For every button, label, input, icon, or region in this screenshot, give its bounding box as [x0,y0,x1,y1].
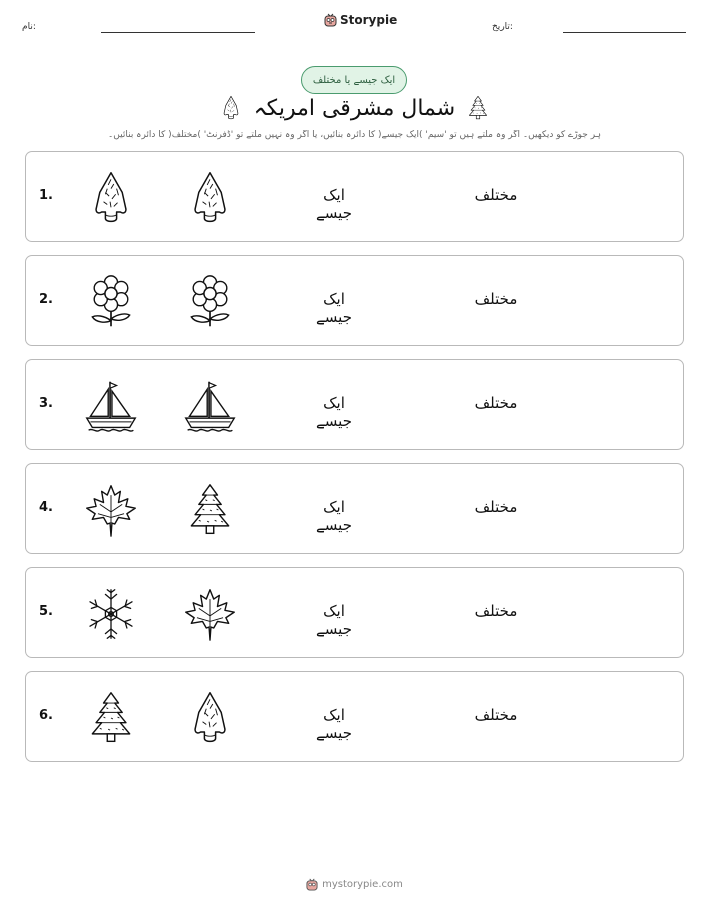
sailboat-icon [83,378,139,434]
storypie-mascot-icon [306,878,318,891]
same-option[interactable]: ایک جیسے [316,706,352,742]
worksheet-header [0,0,709,50]
brand-name: Storypie [340,13,398,27]
date-field[interactable] [563,32,686,33]
question-number: 2. [39,292,53,307]
maple-leaf-icon [182,586,238,642]
instructions: ہر جوڑے کو دیکھیں۔ اگر وہ ملتے ہیں تو 'سیم' )ایک جیسے( کا دائرہ بنائیں، یا اگر وہ نہیں ملتے تو 'ڈفرنٹ' )مختلف( کا دائرہ بنائیں۔ [108,130,601,140]
arrowhead-icon [83,170,139,226]
different-option[interactable]: مختلف [474,186,518,204]
name-label: نام: [22,22,36,32]
different-option[interactable]: مختلف [474,602,518,620]
footer [0,878,709,891]
same-option[interactable]: ایک جیسے [316,290,352,326]
same-option[interactable]: ایک جیسے [316,602,352,638]
same-option[interactable]: ایک جیسے [316,394,352,430]
different-option[interactable]: مختلف [474,394,518,412]
question-number: 5. [39,604,53,619]
brand-logo [324,13,397,27]
sailboat-icon [182,378,238,434]
name-field[interactable] [101,32,255,33]
question-number: 3. [39,396,53,411]
same-option[interactable]: ایک جیسے [316,186,352,222]
pine-tree-icon [465,93,491,123]
flower-icon [182,274,238,330]
arrowhead-icon [182,170,238,226]
arrowhead-icon [182,690,238,746]
different-option[interactable]: مختلف [474,498,518,516]
question-number: 6. [39,708,53,723]
question-number: 4. [39,500,53,515]
question-number: 1. [39,188,53,203]
question-card-3 [25,359,684,450]
page-title: شمال مشرقی امریکہ [253,95,456,121]
different-option[interactable]: مختلف [474,706,518,724]
question-card-2 [25,255,684,346]
same-option[interactable]: ایک جیسے [316,498,352,534]
question-card-6 [25,671,684,762]
different-option[interactable]: مختلف [474,290,518,308]
worksheet-type-badge: ایک جیسے یا مختلف [301,66,407,94]
pine-tree-icon [83,690,139,746]
question-card-5 [25,567,684,658]
date-label: تاریخ: [492,22,513,32]
maple-leaf-icon [83,482,139,538]
question-card-1 [25,151,684,242]
title-row [0,90,709,126]
pine-tree-icon [182,482,238,538]
storypie-mascot-icon [324,13,337,27]
snowflake-icon [83,586,139,642]
question-card-4 [25,463,684,554]
flower-icon [83,274,139,330]
arrowhead-icon [218,93,244,123]
footer-url[interactable]: mystorypie.com [322,879,403,890]
